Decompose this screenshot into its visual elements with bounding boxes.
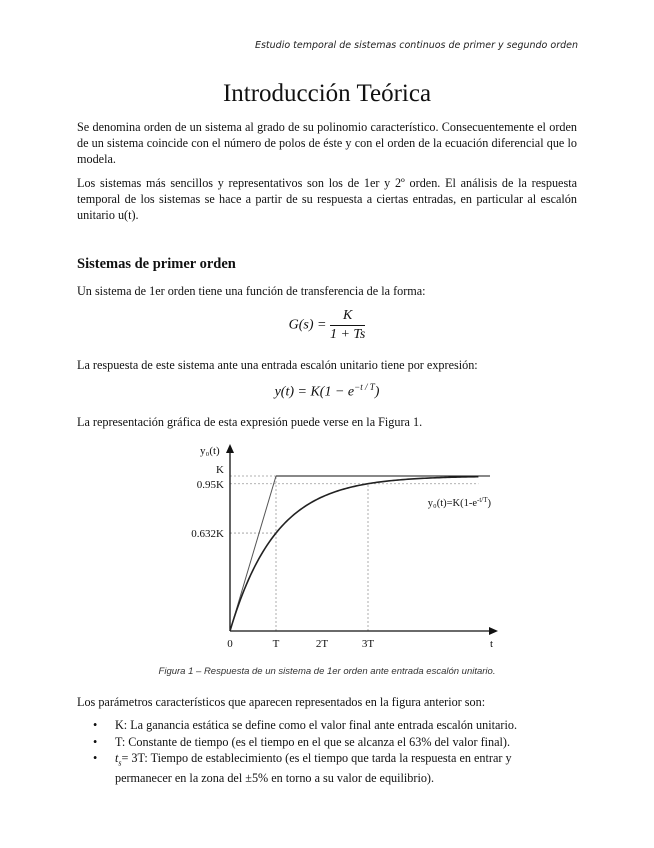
intro-paragraph-2: Los sistemas más sencillos y representativos son los de 1er y 2º orden. El análisis de la respuesta temporal de los sistemas se hace a partir de su respuesta a ciertas entradas, en particular al escalón unitario u(t). [77, 176, 577, 222]
tf-intro-paragraph: Un sistema de 1er orden tiene una función de transferencia de la forma: [77, 284, 426, 298]
transfer-function-formula [0, 308, 654, 343]
y-tick-label: 0.632K [191, 528, 224, 541]
list-item [93, 735, 563, 751]
figure-1 [170, 436, 500, 663]
ts-subscript: s [118, 758, 122, 768]
bullet-glyph: • [93, 718, 98, 732]
x-tick-label: 2T [315, 638, 329, 650]
curve-label: $y_0(t)=K(1-e^{-t/T})$ [427, 495, 492, 509]
response-intro-paragraph: La respuesta de este sistema ante una entrada escalón unitario tiene por expresión: [77, 358, 478, 372]
list-item [93, 718, 563, 734]
tf-numerator: K [330, 308, 365, 326]
bullet-glyph: • [93, 751, 98, 765]
figure-ref-paragraph: La representación gráfica de esta expresión puede verse en la Figura 1. [77, 415, 423, 429]
tf-fraction [330, 308, 365, 343]
resp-exponent: −t / T [354, 382, 375, 392]
step-response-chart [170, 436, 500, 658]
ts-symbol: t [115, 751, 119, 765]
params-list [93, 718, 563, 787]
figure-caption: Figura 1 – Respuesta de un sistema de 1er orden ante entrada escalón unitario. [158, 666, 496, 677]
param-ts-text: = 3T: Tiempo de establecimiento (es el tiempo que tarda la respuesta en entrar y permanecer en la zona del ±5% en torno a su valor de equilibrio). [115, 751, 512, 785]
param-k-text: K: La ganancia estática se define como el valor final ante entrada escalón unitario. [115, 718, 518, 732]
x-axis-label: t [490, 638, 494, 650]
y-axis-label: y₀(t) [200, 445, 220, 457]
params-intro-paragraph: Los parámetros característicos que aparecen representados en la figura anterior son: [77, 695, 486, 709]
tf-lhs: G(s) = [288, 317, 327, 333]
y-axis-arrow [226, 444, 234, 453]
resp-lhs: y(t) = K(1 − e [274, 384, 355, 400]
resp-rhs: ) [374, 384, 380, 400]
page-title: Introducción Teórica [222, 80, 432, 107]
x-tick-label: 0 [227, 638, 233, 650]
running-header: Estudio temporal de sistemas continuos de primer y segundo orden [254, 40, 578, 51]
step-response-formula [0, 382, 654, 401]
x-axis-arrow [489, 627, 498, 635]
x-tick-label: 3T [361, 638, 375, 650]
tf-denominator: 1 + Ts [329, 327, 366, 342]
intro-paragraph-1: Se denomina orden de un sistema al grado de su polinomio característico. Consecuentemente el orden de un sistema coincide con el número de polos de éste y con el orden de la ecuación diferencial que lo modela. [77, 120, 577, 166]
x-tick-label: T [272, 638, 280, 650]
bullet-glyph: • [93, 734, 98, 749]
list-item [93, 751, 563, 786]
param-t-text: T: Constante de tiempo (es el tiempo en el que se alcanza el 63% del valor final). [115, 734, 511, 749]
y-tick-label: K [216, 464, 224, 476]
y-tick-label: 0.95K [196, 478, 224, 491]
section-heading: Sistemas de primer orden [77, 256, 236, 272]
